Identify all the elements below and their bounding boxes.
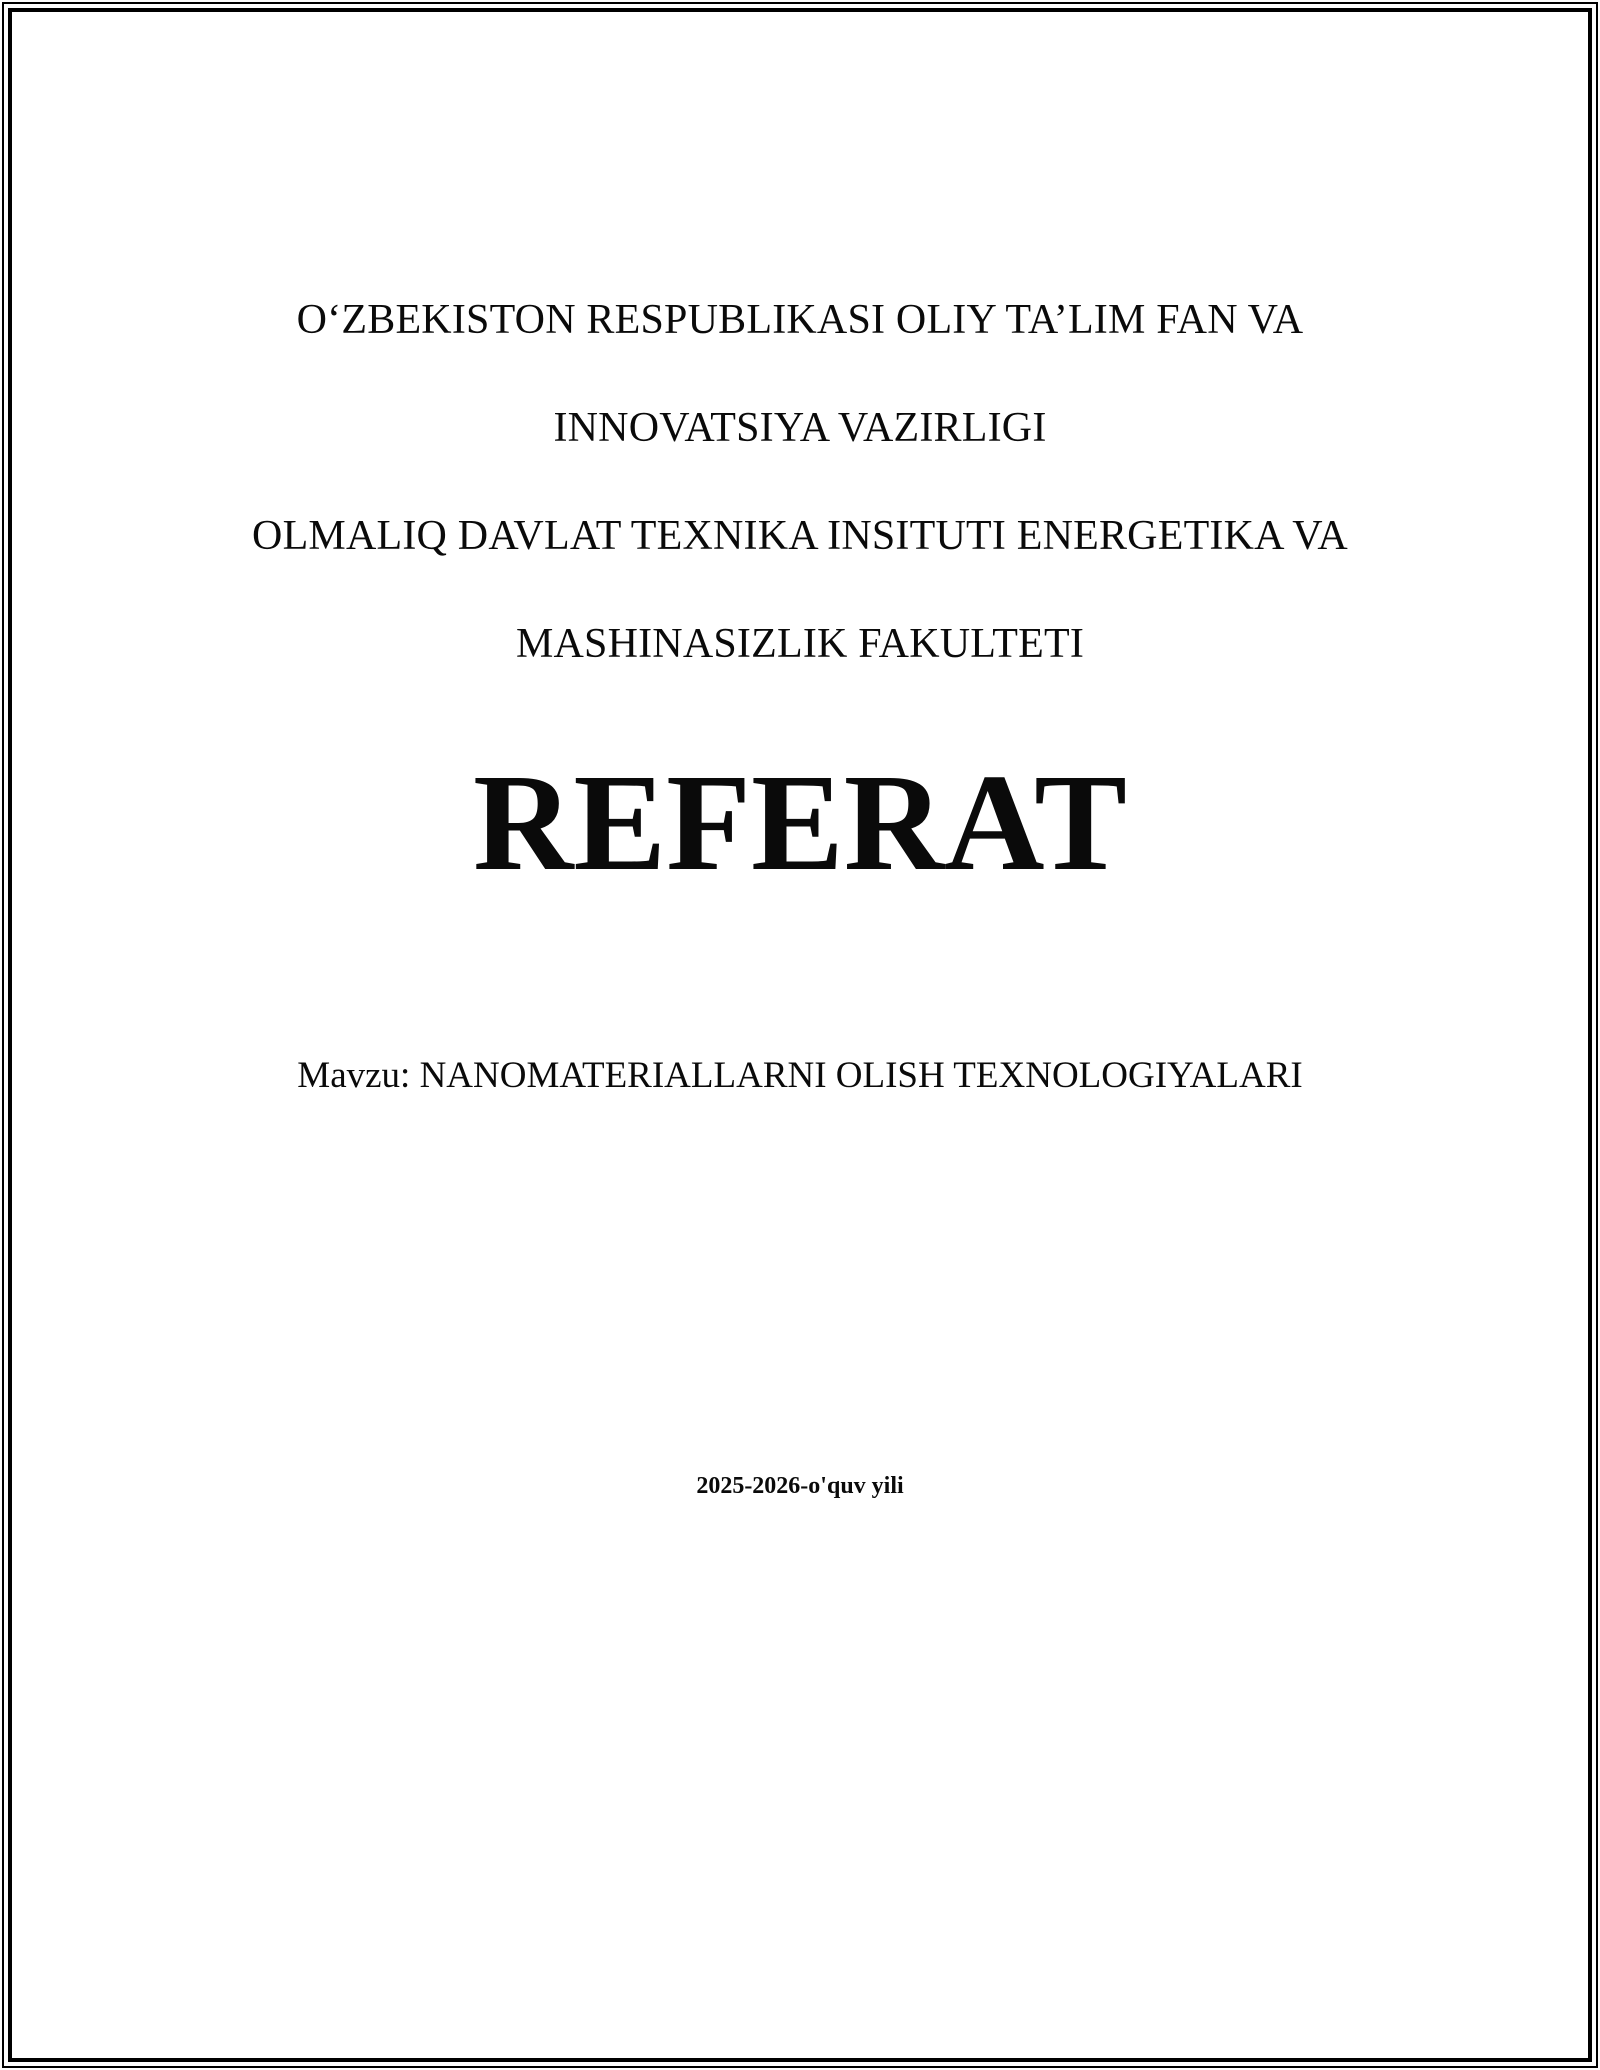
ministry-institute-header [0, 239, 1600, 725]
header-line-1: O‘ZBEKISTON RESPUBLIKASI OLIY TA’LIM FAN VA [296, 297, 1304, 343]
header-line-4: MASHINASIZLIK FAKULTETI [515, 621, 1085, 667]
header-line-2: INNOVATSIYA VAZIRLIGI [553, 405, 1047, 451]
topic-line: Mavzu: NANOMATERIALLARNI OLISH TEXNOLOGIYALARI [297, 1055, 1303, 1096]
academic-year: 2025-2026-o'quv yili [696, 1473, 904, 1499]
document-title: REFERAT [473, 746, 1127, 900]
header-line-3: OLMALIQ DAVLAT TEXNIKA INSITUTI ENERGETIKA VA [252, 513, 1348, 559]
